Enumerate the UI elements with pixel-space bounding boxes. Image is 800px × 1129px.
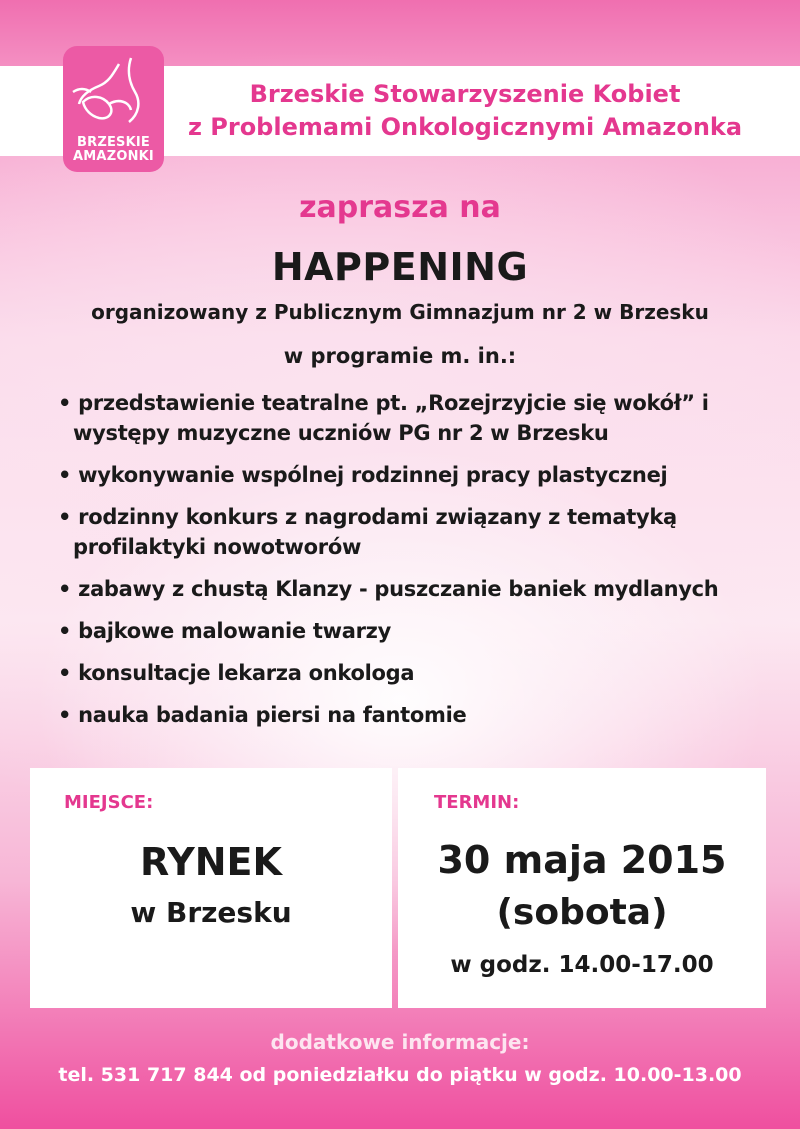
footer-label: dodatkowe informacje: (270, 1030, 530, 1054)
place-town: w Brzesku (130, 896, 292, 929)
program-list (58, 388, 778, 742)
program-item: • nauka badania piersi na fantomie (58, 700, 778, 730)
event-subtitle: organizowany z Publicznym Gimnazjum nr 2 w Brzesku (91, 300, 709, 324)
term-day: (sobota) (496, 892, 668, 933)
program-item: • rodzinny konkurs z nagrodami związany z tematyką profilaktyki nowotworów (58, 502, 778, 562)
organization-name (180, 78, 750, 144)
term-date: 30 maja 2015 (437, 838, 727, 882)
invite-text: zaprasza na (299, 190, 501, 225)
program-item: • przedstawienie teatralne pt. „Rozejrzyjcie się wokół” i występy muzyczne uczniów PG nr 2 w Brzesku (58, 388, 778, 448)
amazon-silhouette-icon (69, 52, 158, 132)
program-item: • bajkowe malowanie twarzy (58, 616, 778, 646)
place-label: MIEJSCE: (64, 792, 154, 813)
event-title: HAPPENING (271, 245, 529, 289)
place-name: RYNEK (140, 840, 282, 884)
organization-logo (63, 46, 164, 172)
program-heading: w programie m. in.: (283, 344, 517, 368)
place-box (30, 768, 392, 1008)
term-label: TERMIN: (434, 792, 520, 813)
term-box (398, 768, 766, 1008)
logo-text-line2: AMAZONKI (73, 149, 154, 164)
program-item: • wykonywanie wspólnej rodzinnej pracy plastycznej (58, 460, 778, 490)
organization-name-line1: Brzeskie Stowarzyszenie Kobiet (249, 80, 681, 108)
term-hours: w godz. 14.00-17.00 (450, 952, 714, 978)
program-item: • zabawy z chustą Klanzy - puszczanie baniek mydlanych (58, 574, 778, 604)
footer-contact: tel. 531 717 844 od poniedziałku do piątku w godz. 10.00-13.00 (58, 1064, 742, 1086)
organization-name-line2: z Problemami Onkologicznymi Amazonka (187, 113, 743, 141)
logo-text-line1: BRZESKIE (77, 135, 150, 150)
program-item: • konsultacje lekarza onkologa (58, 658, 778, 688)
